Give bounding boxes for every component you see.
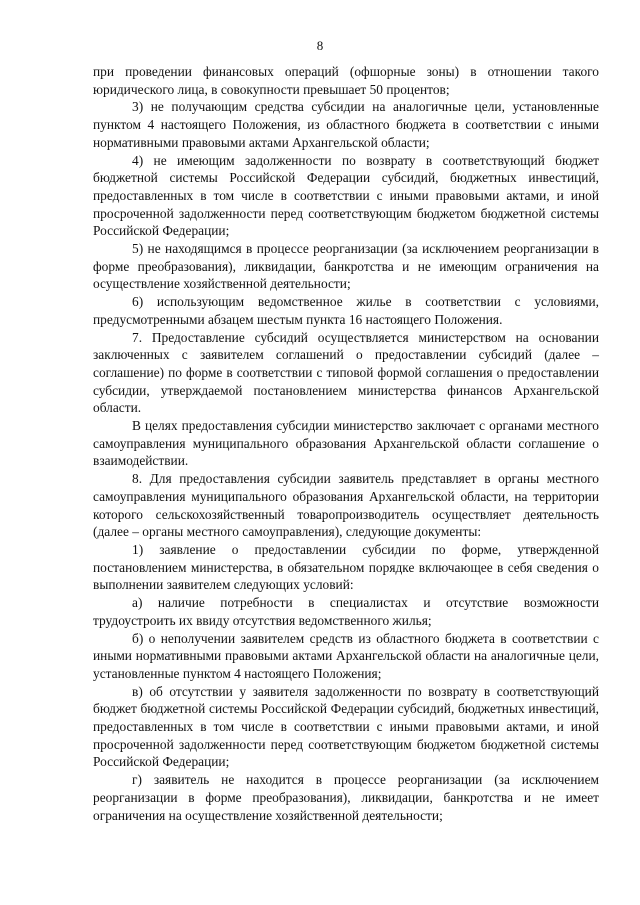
paragraph-subitem-g: г) заявитель не находится в процессе реорганизации (за исключением реорганизации в форме преобразования), ликвидации, банкротства и не имеет ограничения на осуществление хозяйственной деятельности;: [93, 772, 599, 823]
paragraph-subitem-b: б) о неполучении заявителем средств из областного бюджета в соответствии с иными нормативными правовыми актами Архангельской области на аналогичные цели, установленные пунктом 4 настоящего Положения;: [93, 630, 599, 681]
page-number: 8: [316, 38, 324, 53]
paragraph-item-6: 6) использующим ведомственное жилье в соответствии с условиями, предусмотренными абзацем шестым пункта 16 настоящего Положения.: [93, 294, 599, 327]
paragraph-item-5: 5) не находящимся в процессе реорганизации (за исключением реорганизации в форме преобразования), ликвидации, банкротства и не имеющим ограничения на осуществление хозяйственной деятельности;: [93, 241, 599, 292]
paragraph-item-3: 3) не получающим средства субсидии на аналогичные цели, установленные пунктом 4 настоящего Положения, из областного бюджета в соответствии с иными нормативными правовыми актами Архангельской области;: [93, 99, 599, 150]
paragraph-subitem-a: а) наличие потребности в специалистах и отсутствие возможности трудоустроить их ввиду отсутствия ведомственного жилья;: [93, 595, 599, 628]
paragraph-subitem-v: в) об отсутствии у заявителя задолженности по возврату в соответствующий бюджет бюджетной системы Российской Федерации субсидий, бюджетных инвестиций, предоставленных в том числе в соответствии с иными правовыми актами, и иной просроченной задолженности перед соответствующим бюджетом бюджетной системы Российской Федерации;: [93, 683, 599, 770]
paragraph-clause-8: 8. Для предоставления субсидии заявитель представляет в органы местного самоуправления муниципального образования Архангельской области, на территории которого сельскохозяйственный товаропроизводитель осуществляет деятельность (далее – органы местного самоуправления), следующие документы:: [93, 471, 599, 540]
paragraph-interaction-agreement: В целях предоставления субсидии министерство заключает с органами местного самоуправления муниципального образования Архангельской области соглашение о взаимодействии.: [93, 418, 599, 469]
paragraph-clause-7: 7. Предоставление субсидий осуществляется министерством на основании заключенных с заявителем соглашений о предоставлении субсидий (далее – соглашение) по форме в соответствии с типовой формой соглашения о предоставлении субсидии, утверждаемой постановлением министерства финансов Архангельской области.: [93, 329, 599, 416]
document-body: [93, 63, 599, 824]
paragraph-continuation: при проведении финансовых операций (офшорные зоны) в отношении такого юридического лица, в совокупности превышает 50 процентов;: [93, 64, 599, 97]
paragraph-application: 1) заявление о предоставлении субсидии по форме, утвержденной постановлением министерства, в обязательном порядке включающее в себя сведения о выполнении заявителем следующих условий:: [93, 541, 599, 593]
paragraph-item-4: 4) не имеющим задолженности по возврату в соответствующий бюджет бюджетной системы Российской Федерации субсидий, бюджетных инвестиций, предоставленных в том числе в соответствии с иными правовыми актами, и иной просроченной задолженности перед соответствующим бюджетом бюджетной системы Российской Федерации;: [93, 152, 599, 239]
